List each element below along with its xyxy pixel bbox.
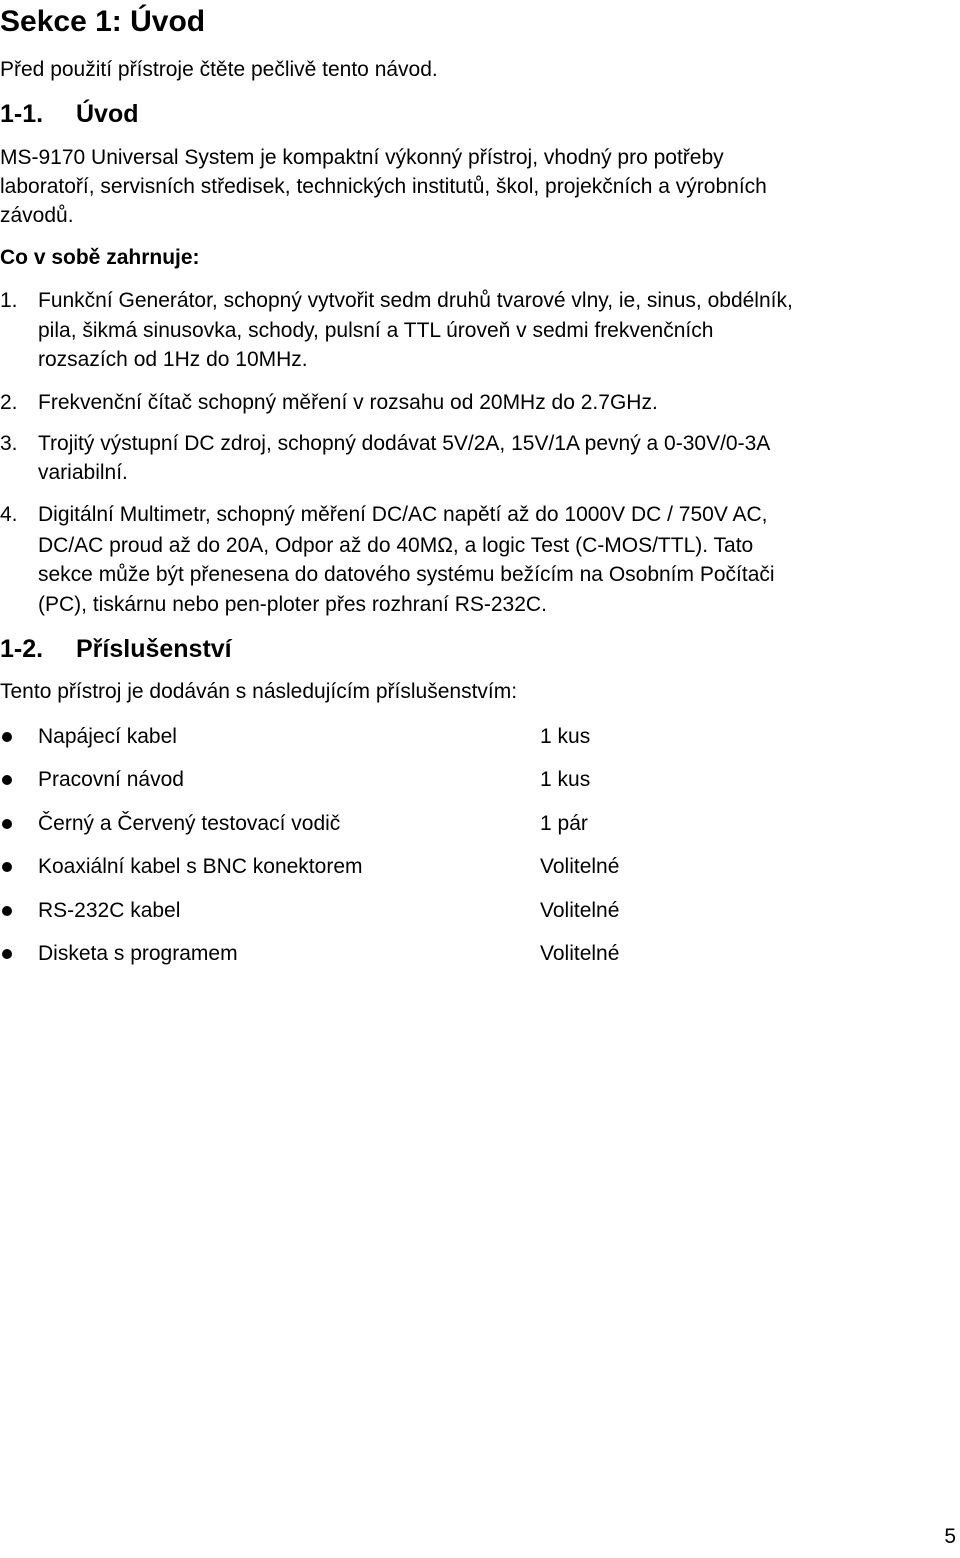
feature-item-line: (PC), tiskárnu nebo pen-ploter přes rozhraní RS-232C. xyxy=(38,593,547,616)
accessory-name: Koaxiální kabel s BNC konektorem xyxy=(38,855,363,878)
accessory-quantity: 1 pár xyxy=(540,812,588,835)
page-number: 5 xyxy=(944,1525,956,1548)
accessory-row xyxy=(0,809,900,839)
subsection-heading-intro xyxy=(0,97,139,131)
includes-heading: Co v sobě zahrnuje: xyxy=(0,246,200,269)
intro-paragraph-line: MS-9170 Universal System je kompaktní výkonný přístroj, vhodný pro potřeby xyxy=(0,146,724,169)
feature-item-line: rozsazích od 1Hz do 10MHz. xyxy=(38,348,308,371)
feature-item-number: 2. xyxy=(0,391,18,414)
accessory-quantity: 1 kus xyxy=(540,725,591,748)
accessory-name: RS-232C kabel xyxy=(38,899,181,922)
subsection-number: 1-2. xyxy=(0,635,44,663)
accessory-row xyxy=(0,722,900,752)
subsection-number: 1-1. xyxy=(0,100,44,128)
bullet-icon xyxy=(2,775,12,785)
feature-item-line: pila, šikmá sinusovka, schody, pulsní a TTL úroveň v sedmi frekvenčních xyxy=(38,319,714,342)
bullet-icon xyxy=(2,949,12,959)
accessory-row xyxy=(0,939,900,969)
feature-item-line: Frekvenční čítač schopný měření v rozsahu od 20MHz do 2.7GHz. xyxy=(38,391,658,414)
feature-item xyxy=(0,388,955,418)
accessory-row xyxy=(0,765,900,795)
accessory-quantity: Volitelné xyxy=(540,942,620,965)
feature-item-line: Trojitý výstupní DC zdroj, schopný dodávat 5V/2A, 15V/1A pevný a 0-30V/0-3A xyxy=(38,432,771,455)
accessory-row xyxy=(0,896,900,926)
feature-item-line: sekce může být přenesena do datového systému bežícím na Osobním Počítači xyxy=(38,563,775,586)
accessory-name: Disketa s programem xyxy=(38,942,238,965)
subsection-heading-accessories xyxy=(0,632,232,666)
accessory-name: Pracovní návod xyxy=(38,768,184,791)
section-intro: Před použití přístroje čtěte pečlivě tento návod. xyxy=(0,58,438,81)
bullet-icon xyxy=(2,732,12,742)
accessory-row xyxy=(0,852,900,882)
accessory-name: Napájecí kabel xyxy=(38,725,177,748)
intro-paragraph-line: laboratoří, servisních středisek, technických institutů, škol, projekčních a výrobních xyxy=(0,175,767,198)
feature-item-number: 1. xyxy=(0,289,18,312)
intro-paragraph-line: závodů. xyxy=(0,204,74,227)
feature-item-line: Funkční Generátor, schopný vytvořit sedm druhů tvarové vlny, ie, sinus, obdélník, xyxy=(38,289,793,312)
bullet-icon xyxy=(2,819,12,829)
feature-item-number: 4. xyxy=(0,503,18,526)
accessory-quantity: Volitelné xyxy=(540,855,620,878)
feature-item xyxy=(0,500,955,620)
feature-item-line: variabilní. xyxy=(38,461,128,484)
feature-item xyxy=(0,429,955,489)
bullet-icon xyxy=(2,862,12,872)
accessory-name: Černý a Červený testovací vodič xyxy=(38,812,341,835)
feature-item xyxy=(0,286,955,376)
bullet-icon xyxy=(2,906,12,916)
subsection-title: Příslušenství xyxy=(76,635,232,663)
section-title: Sekce 1: Úvod xyxy=(0,5,206,38)
subsection-title: Úvod xyxy=(76,100,139,128)
feature-item-line: Digitální Multimetr, schopný měření DC/AC napětí až do 1000V DC / 750V AC, xyxy=(38,503,768,526)
feature-item-number: 3. xyxy=(0,432,18,455)
accessories-intro: Tento přístroj je dodáván s následujícím příslušenstvím: xyxy=(0,680,518,703)
accessory-quantity: Volitelné xyxy=(540,899,620,922)
feature-item-line: DC/AC proud až do 20A, Odpor až do 40MΩ, a logic Test (C-MOS/TTL). Tato xyxy=(38,534,754,557)
accessory-quantity: 1 kus xyxy=(540,768,591,791)
